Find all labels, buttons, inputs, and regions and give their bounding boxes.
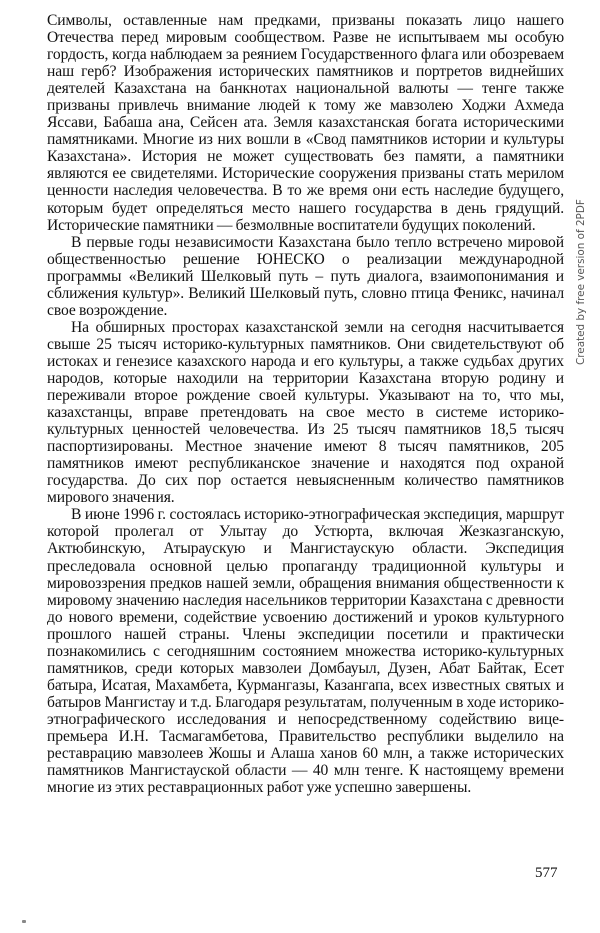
paragraph-4: В июне 1996 г. состоялась историко-этнографическая экспедиция, маршрут которой пролегал от Улытау до Устюрта, включая Жезказганскую, Актюбинскую, Атыраускую и Мангистаускую области. Экспедиция преследовала основной целью пропаганду традиционной культуры и мировоззрения предков нашей земли, обращения внимания общественности к мировому значению наследия насельников территории Казахстана с древности до нового времени, содействие усвоению достижений и уроков культурного прошлого нашей страны. Члены экспедиции посетили и практически познакомились с сегодняшним состоянием множества историко-культурных памятников, среди которых мавзолеи Домбауыл, Дузен, Абат Байтак, Есет батыра, Исатая, Махамбета, Курмангазы, Казангапа, всех известных святых и батыров Мангистау и т.д. Благодаря результатам, полученным в ходе историко-этнографического исследования и непосредственному содействию вице-премьера И.Н. Тасмагамбетова, Правительство республики выделило на реставрацию мавзолеев Жошы и Алаша ханов 60 млн, а также исторических памятников Мангистауской области — 40 млн тенге. К настоящему времени многие из этих реставрационных работ уже успешно завершены.	[47, 506, 564, 797]
scan-speck	[22, 920, 26, 923]
pdf-watermark: Created by free version of 2PDF	[575, 199, 587, 365]
body-text	[47, 12, 564, 796]
paragraph-1: Символы, оставленные нам предками, призваны показать лицо нашего Отечества перед мировым сообществом. Разве не испытываем мы особую гордость, когда наблюдаем за реянием Государственного флага или обозреваем наш герб? Изображения исторических памятников и портретов виднейших деятелей Казахстана на банкнотах национальной валюты — тенге также призваны привлечь внимание людей к тому же мавзолею Ходжи Ахмеда Яссави, Бабаша ана, Сейсен ата. Земля казахстанская богата историческими памятниками. Многие из них вошли в «Свод памятников истории и культуры Казахстана». История не может существовать без памяти, а памятники являются ее свидетелями. Исторические сооружения призваны стать мерилом ценности наследия человечества. В то же время они есть наследие будущего, которым будет определяться место нашего государства в день грядущий. Исторические памятники — безмолвные воспитатели будущих поколений.	[47, 12, 564, 234]
paragraph-3: На обширных просторах казахстанской земли на сегодня насчитывается свыше 25 тысяч историко-культурных памятников. Они свидетельствуют об истоках и генезисе казахского народа и его культуры, а также судьбах других народов, которые находили на территории Казахстана вторую родину и переживали второе рождение своей культуры. Указывают на то, что мы, казахстанцы, вправе претендовать на свое место в системе историко-культурных ценностей человечества. Из 25 тысяч памятников 18,5 тысяч паспортизированы. Местное значение имеют 8 тысяч памятников, 205 памятников имеют республиканское значение и находятся под охраной государства. До сих пор остается невыясненным количество памятников мирового значения.	[47, 318, 564, 507]
page-number: 577	[535, 865, 558, 881]
paragraph-2: В первые годы независимости Казахстана было тепло встречено мировой общественностью решение ЮНЕСКО о реализации международной программы «Великий Шелковый путь – путь диалога, взаимопонимания и сближения культур». Великий Шелковый путь, словно птица Феникс, начинал свое возрождение.	[47, 233, 564, 319]
